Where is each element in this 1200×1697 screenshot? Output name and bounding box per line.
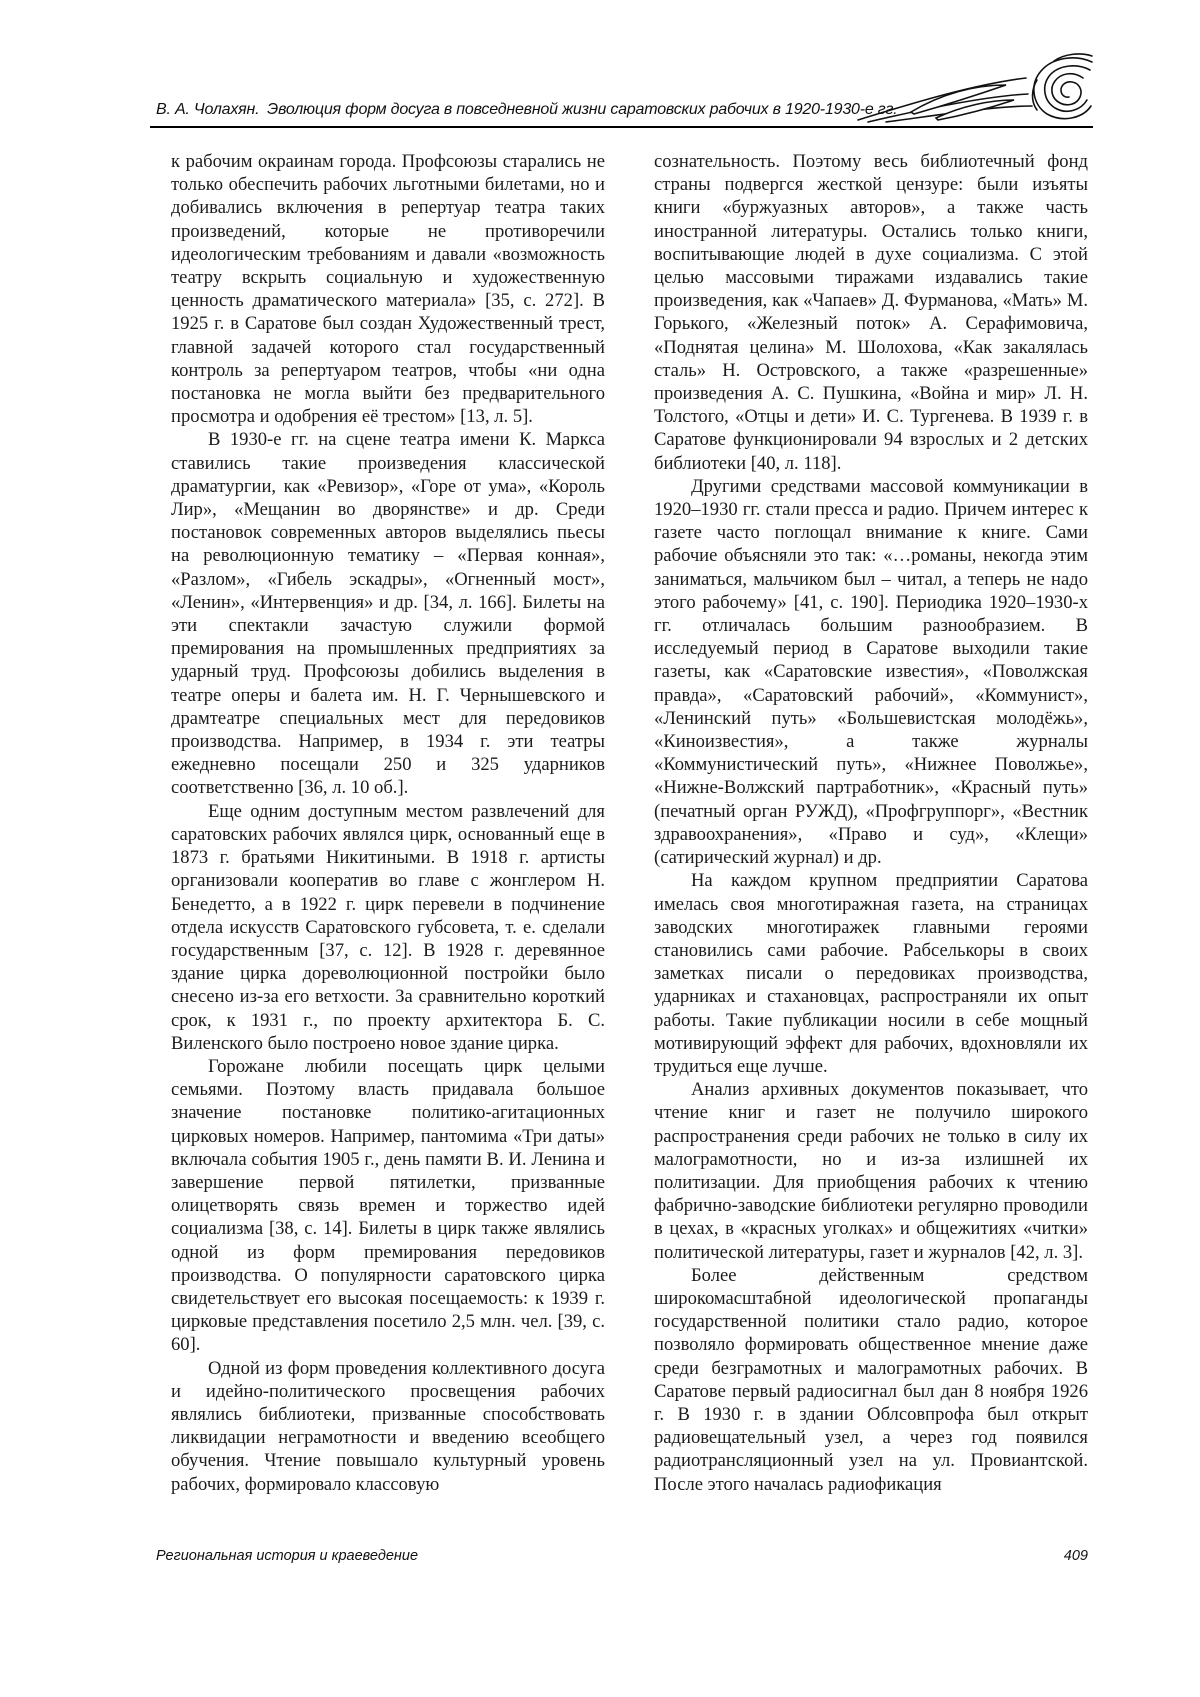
right-column: [654, 150, 1088, 1506]
paragraph: Одной из форм проведения коллективного досуга и идейно-политического просвещения рабочих являлись библиотеки, призванные способствовать ликвидации неграмотности и введению всеобщего обучения. Чтение повышало культурный уровень рабочих, формировало классовую: [171, 1357, 605, 1495]
paragraph: В 1930-е гг. на сцене театра имени К. Маркса ставились такие произведения классической драматургии, как «Ревизор», «Горе от ума», «Король Лир», «Мещанин во дворянстве» и др. Среди постановок современных авторов выделялись пьесы на революционную тематику – «Первая конная», «Разлом», «Гибель эскадры», «Огненный мост», «Ленин», «Интервенция» и др. [34, л. 166]. Билеты на эти спектакли зачастую служили формой премирования на промышленных предприятиях за ударный труд. Профсоюзы добились выделения в театре оперы и балета им. Н. Г. Чернышевского и драмтеатре специальных мест для передовиков производства. Например, в 1934 г. эти театры ежедневно посещали 250 и 325 ударников соответственно [36, л. 10 об.].: [171, 429, 605, 799]
page-number: 409: [1063, 1548, 1088, 1564]
running-header-title: В. А. Чолахян. Эволюция форм досуга в повседневной жизни саратовских рабочих в 1920-1930-е гг.: [156, 101, 898, 118]
floral-flourish-icon: [856, 52, 1094, 124]
paragraph: Другими средствами массовой коммуникации в 1920–1930 гг. стали пресса и радио. Причем интерес к газете часто поглощал внимание к книге. Сами рабочие объясняли это так: «…романы, некогда этим заниматься, мальчиком был – читал, а теперь не надо этого рабочему» [41, с. 190]. Периодика 1920–1930-х гг. отличалась большим разнообразием. В исследуемый период в Саратове выходили такие газеты, как «Саратовские известия», «Поволжская правда», «Саратовский рабочий», «Коммунист», «Ленинский путь» «Большевистская молодёжь», «Киноизвестия», а также журналы «Коммунистический путь», «Нижнее Поволжье», «Нижне-Волжский партработник», «Красный путь» (печатный орган РУЖД), «Профгруппорг», «Вестник здравоохранения», «Право и суд», «Клещи» (сатирический журнал) и др.: [654, 475, 1088, 869]
footer-section-title: Региональная история и краеведение: [156, 1548, 419, 1564]
left-column: [171, 150, 605, 1506]
paragraph: Еще одним доступным местом развлечений для саратовских рабочих являлся цирк, основанный еще в 1873 г. братьями Никитиными. В 1918 г. артисты организовали кооператив во главе с жонглером Н. Бенедетто, а в 1922 г. цирк перевели в подчинение отдела искусств Саратовского губсовета, т. е. сделали государственным [37, с. 12]. В 1928 г. деревянное здание цирка дореволюционной постройки было снесено из-за его ветхости. За сравнительно короткий срок, к 1931 г., по проекту архитектора Б. С. Виленского было построено новое здание цирка.: [171, 800, 605, 1054]
header-rule: [150, 126, 1093, 128]
page-footer: [156, 1548, 1088, 1564]
paragraph: Анализ архивных документов показывает, что чтение книг и газет не получило широкого распространения среди рабочих не только в силу их малограмотности, но и из-за излишней их политизации. Для приобщения рабочих к чтению фабрично-заводские библиотеки регулярно проводили в цехах, в «красных уголках» и общежитиях «читки» политической литературы, газет и журналов [42, л. 3].: [654, 1079, 1088, 1263]
paragraph: к рабочим окраинам города. Профсоюзы старались не только обеспечить рабочих льготными билетами, но и добивались включения в репертуар театра таких произведений, которые не противоречили идеологическим требованиям и давали «возможность театру вскрыть социальную и художественную ценность драматического материала» [35, с. 272]. В 1925 г. в Саратове был создан Художественный трест, главной задачей которого стал государственный контроль за репертуаром театров, чтобы «ни одна постановка не могла выйти без предварительного просмотра и одобрения её трестом» [13, л. 5].: [171, 151, 605, 428]
paragraph: сознательность. Поэтому весь библиотечный фонд страны подвергся жесткой цензуре: были изъяты книги «буржуазных авторов», а также часть иностранной литературы. Остались только книги, воспитывающие людей в духе социализма. С этой целью массовыми тиражами издавались такие произведения, как «Чапаев» Д. Фурманова, «Мать» М. Горького, «Железный поток» А. Серафимовича, «Поднятая целина» М. Шолохова, «Как закалялась сталь» Н. Островского, а также «разрешенные» произведения А. С. Пушкина, «Война и мир» Л. Н. Толстого, «Отцы и дети» И. С. Тургенева. В 1939 г. в Саратове функционировали 94 взрослых и 2 детских библиотеки [40, л. 118].: [654, 151, 1088, 474]
paragraph: Более действенным средством широкомасштабной идеологической пропаганды государственной политики стало радио, которое позволяло формировать общественное мнение даже среди безграмотных и малограмотных рабочих. В Саратове первый радиосигнал был дан 8 ноября 1926 г. В 1930 г. в здании Облсовпрофа был открыт радиовещательный узел, а через год появился радиотрансляционный узел на ул. Провиантской. После этого началась радиофикация: [654, 1264, 1088, 1495]
paragraph: На каждом крупном предприятии Саратова имелась своя многотиражная газета, на страницах заводских многотиражек главными героями становились сами рабочие. Рабселькоры в своих заметках писали о передовиках производства, ударниках и стахановцах, распространяли их опыт работы. Такие публикации носили в себе мощный мотивирующий эффект для рабочих, вдохновляли их трудиться еще лучше.: [654, 870, 1088, 1077]
article-body: [171, 150, 1088, 1506]
paragraph: Горожане любили посещать цирк целыми семьями. Поэтому власть придавала большое значение постановке политико-агитационных цирковых номеров. Например, пантомима «Три даты» включала события 1905 г., день памяти В. И. Ленина и завершение первой пятилетки, призванные олицетворять связь времен и торжество идей социализма [38, с. 14]. Билеты в цирк также являлись одной из форм премирования передовиков производства. О популярности саратовского цирка свидетельствует его высокая посещаемость: к 1939 г. цирковые представления посетило 2,5 млн. чел. [39, с. 60].: [171, 1055, 605, 1356]
